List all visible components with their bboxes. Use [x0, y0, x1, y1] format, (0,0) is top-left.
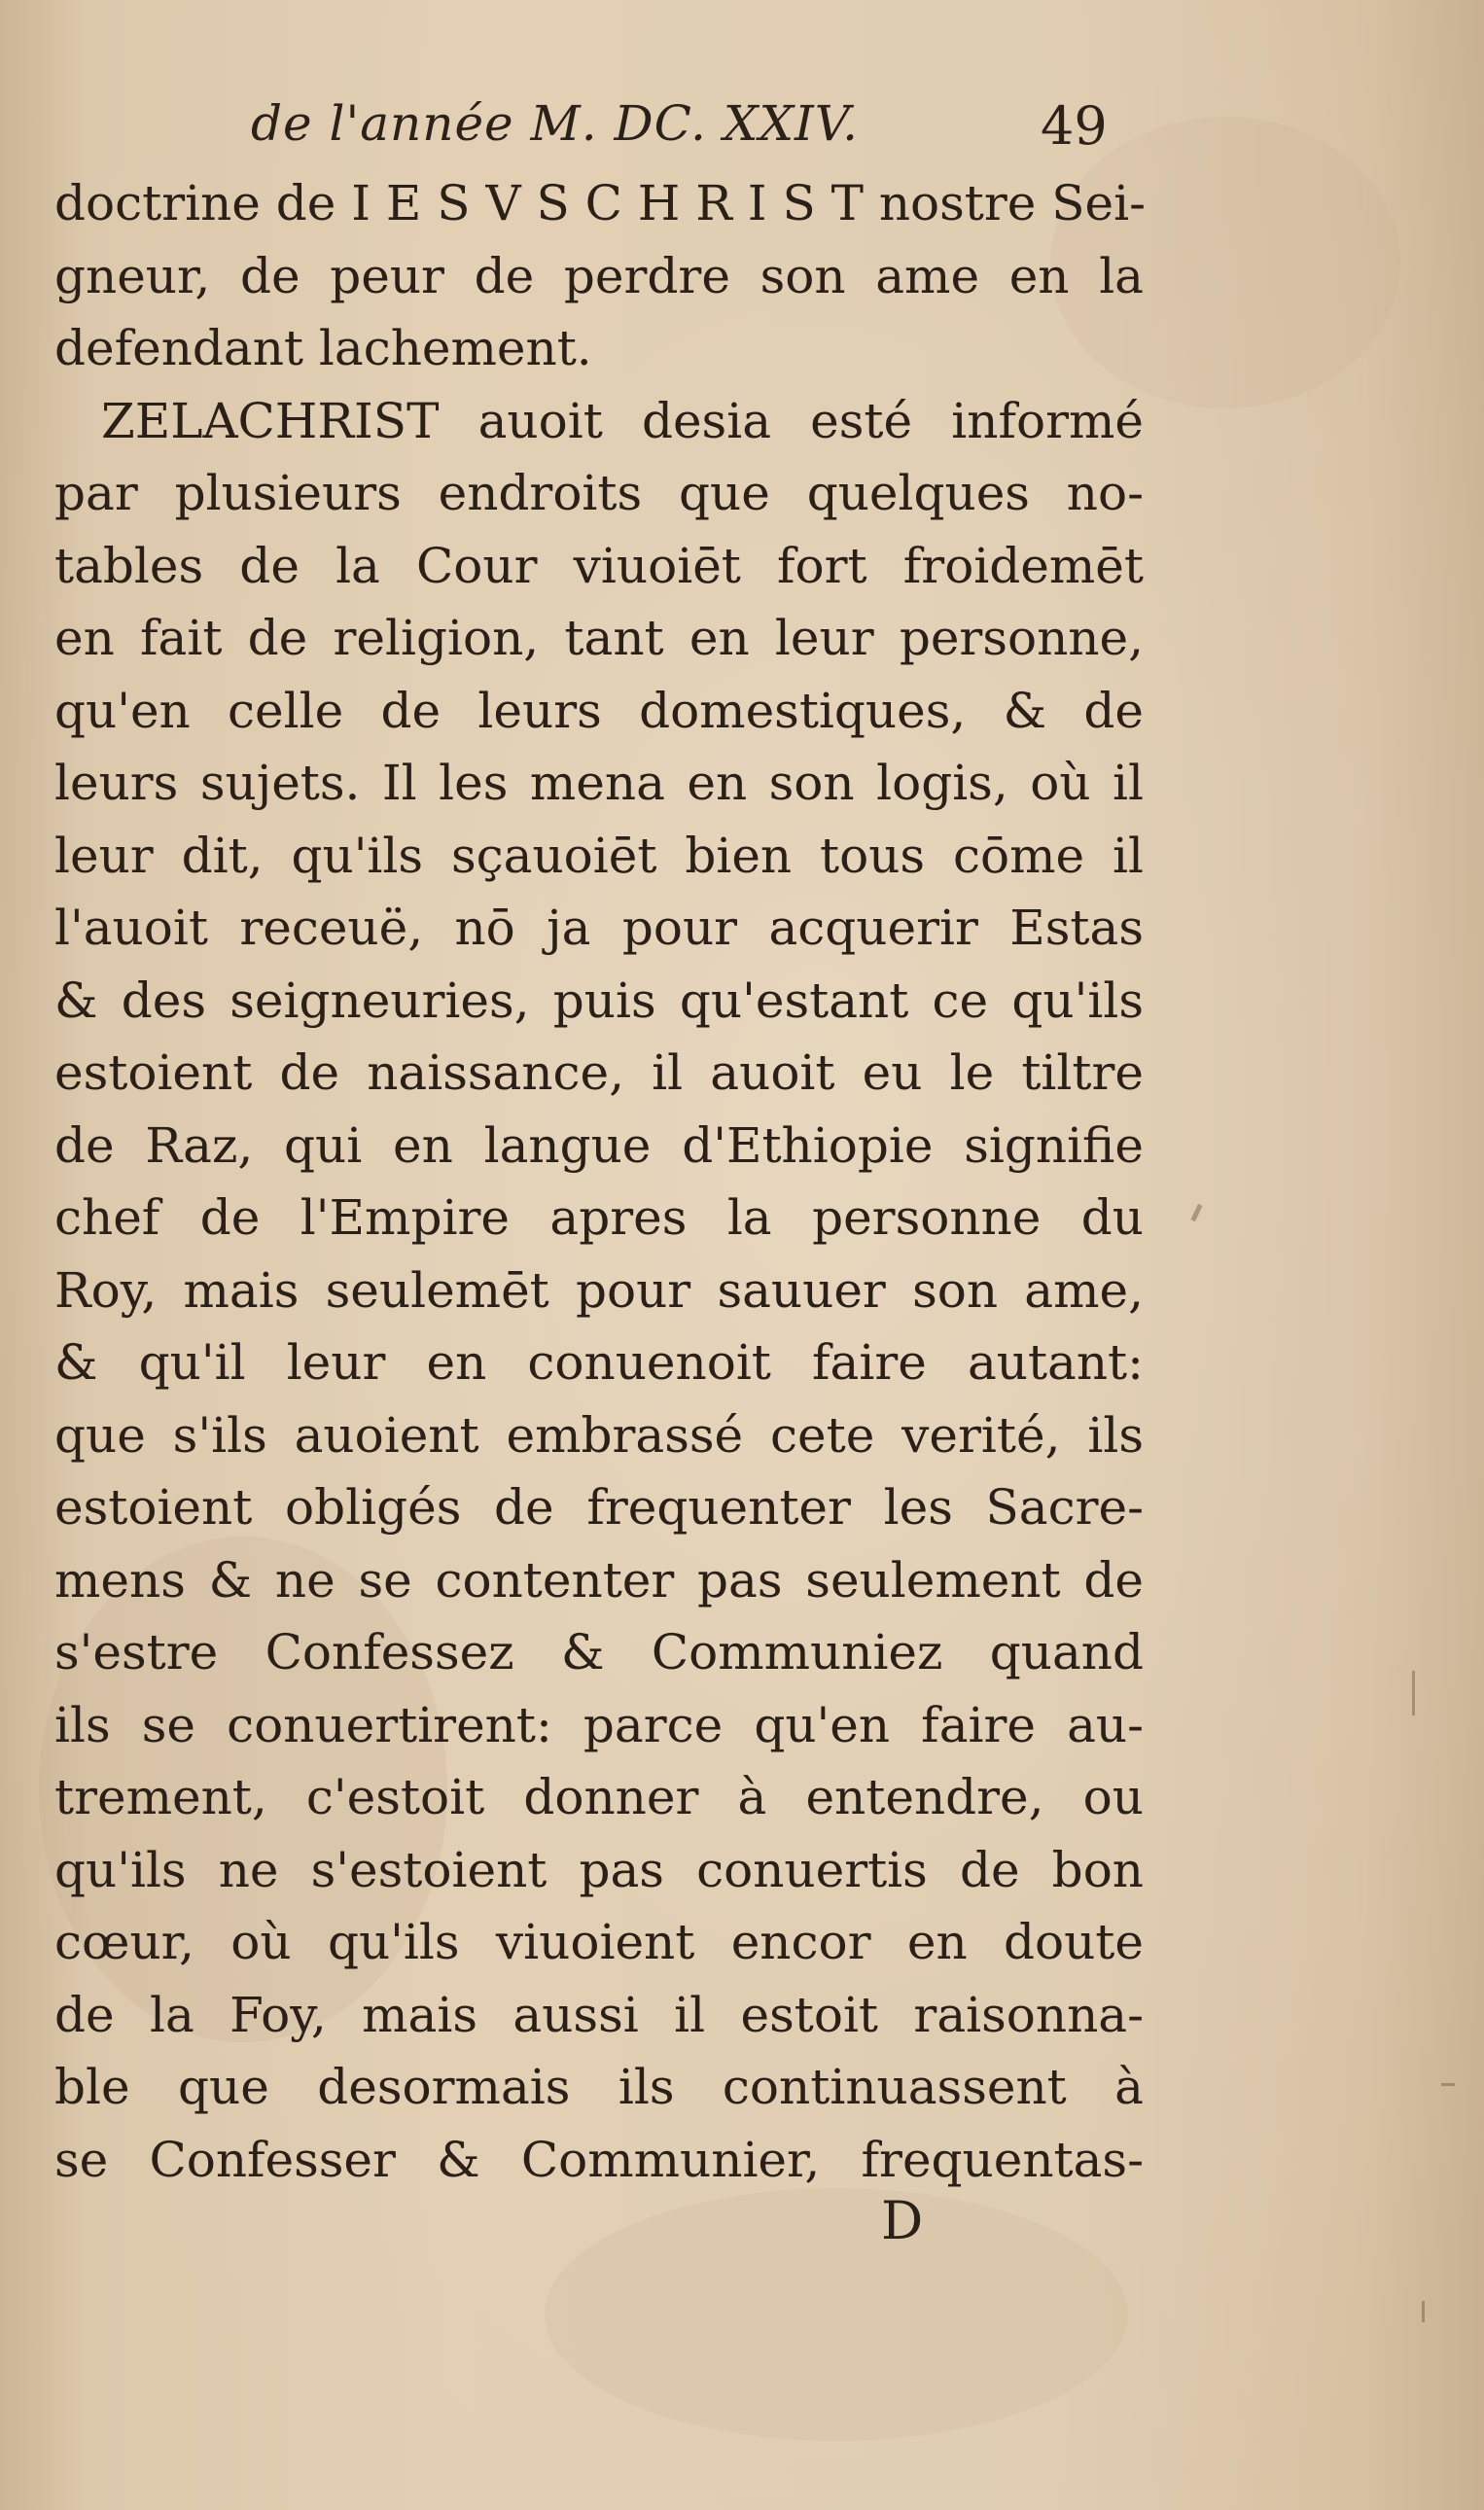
paper-blemish	[1190, 1204, 1202, 1221]
paper-blemish	[1441, 2083, 1455, 2086]
text-line: estoient de naissance, il auoit eu le tiltre	[54, 1044, 1144, 1101]
text-line: ble que desormais ils continuassent à	[54, 2059, 1144, 2115]
text-line: chef de l'Empire apres la personne du	[54, 1189, 1144, 1246]
text-line: estoient obligés de frequenter les Sacre-	[54, 1479, 1144, 1536]
text-line: doctrine de I E S V S C H R I S T nostre Sei-	[54, 175, 1146, 231]
text-line: & des seigneuries, puis qu'estant ce qu'ils	[54, 972, 1144, 1029]
text-line: de la Foy, mais aussi il estoit raisonna-	[54, 1986, 1144, 2043]
text-line: trement, c'estoit donner à entendre, ou	[54, 1769, 1144, 1825]
text-line: & qu'il leur en conuenoit faire autant:	[54, 1334, 1144, 1391]
text-line: ils se conuertirent: parce qu'en faire au-	[54, 1696, 1144, 1753]
text-line: s'estre Confessez & Communiez quand	[54, 1624, 1144, 1680]
paper-stain	[545, 2188, 1128, 2441]
text-line: par plusieurs endroits que quelques no-	[54, 465, 1144, 521]
text-line: Roy, mais seulemēt pour sauuer son ame,	[54, 1261, 1144, 1319]
text-line: mens & ne se contenter pas seulement de	[54, 1551, 1144, 1609]
paragraph-start-line: ZELACHRIST auoit desia esté informé	[101, 392, 1144, 449]
text-line: cœur, où qu'ils viuoient encor en doute	[54, 1914, 1144, 1970]
text-line: qu'ils ne s'estoient pas conuertis de bon	[54, 1841, 1144, 1898]
page-number: 49	[1041, 95, 1108, 157]
text-line: en fait de religion, tant en leur personne,	[54, 610, 1144, 666]
running-head	[0, 95, 1484, 173]
running-head-title: de l'année M. DC. XXIV.	[251, 95, 860, 152]
body-text	[54, 167, 1144, 2196]
text-line: de Raz, qui en langue d'Ethiopie signifie	[54, 1116, 1144, 1174]
text-line: l'auoit receuë, nō ja pour acquerir Estas	[54, 900, 1144, 956]
text-line: leur dit, qu'ils sçauoiēt bien tous cōme il	[54, 827, 1144, 884]
text-line: gneur, de peur de perdre son ame en la	[54, 247, 1144, 304]
signature-mark: D	[881, 2190, 924, 2251]
paper-blemish	[1412, 1671, 1415, 1715]
text-line: se Confesser & Communier, frequentas-	[54, 2131, 1144, 2188]
text-line: defendant lachement.	[54, 320, 592, 376]
paper-blemish	[1422, 2301, 1425, 2322]
text-line: qu'en celle de leurs domestiques, & de	[54, 682, 1144, 739]
text-line: leurs sujets. Il les mena en son logis, où il	[54, 755, 1144, 811]
text-line: que s'ils auoient embrassé cete verité, ils	[54, 1406, 1144, 1464]
text-line: tables de la Cour viuoiēt fort froidemēt	[54, 537, 1144, 594]
